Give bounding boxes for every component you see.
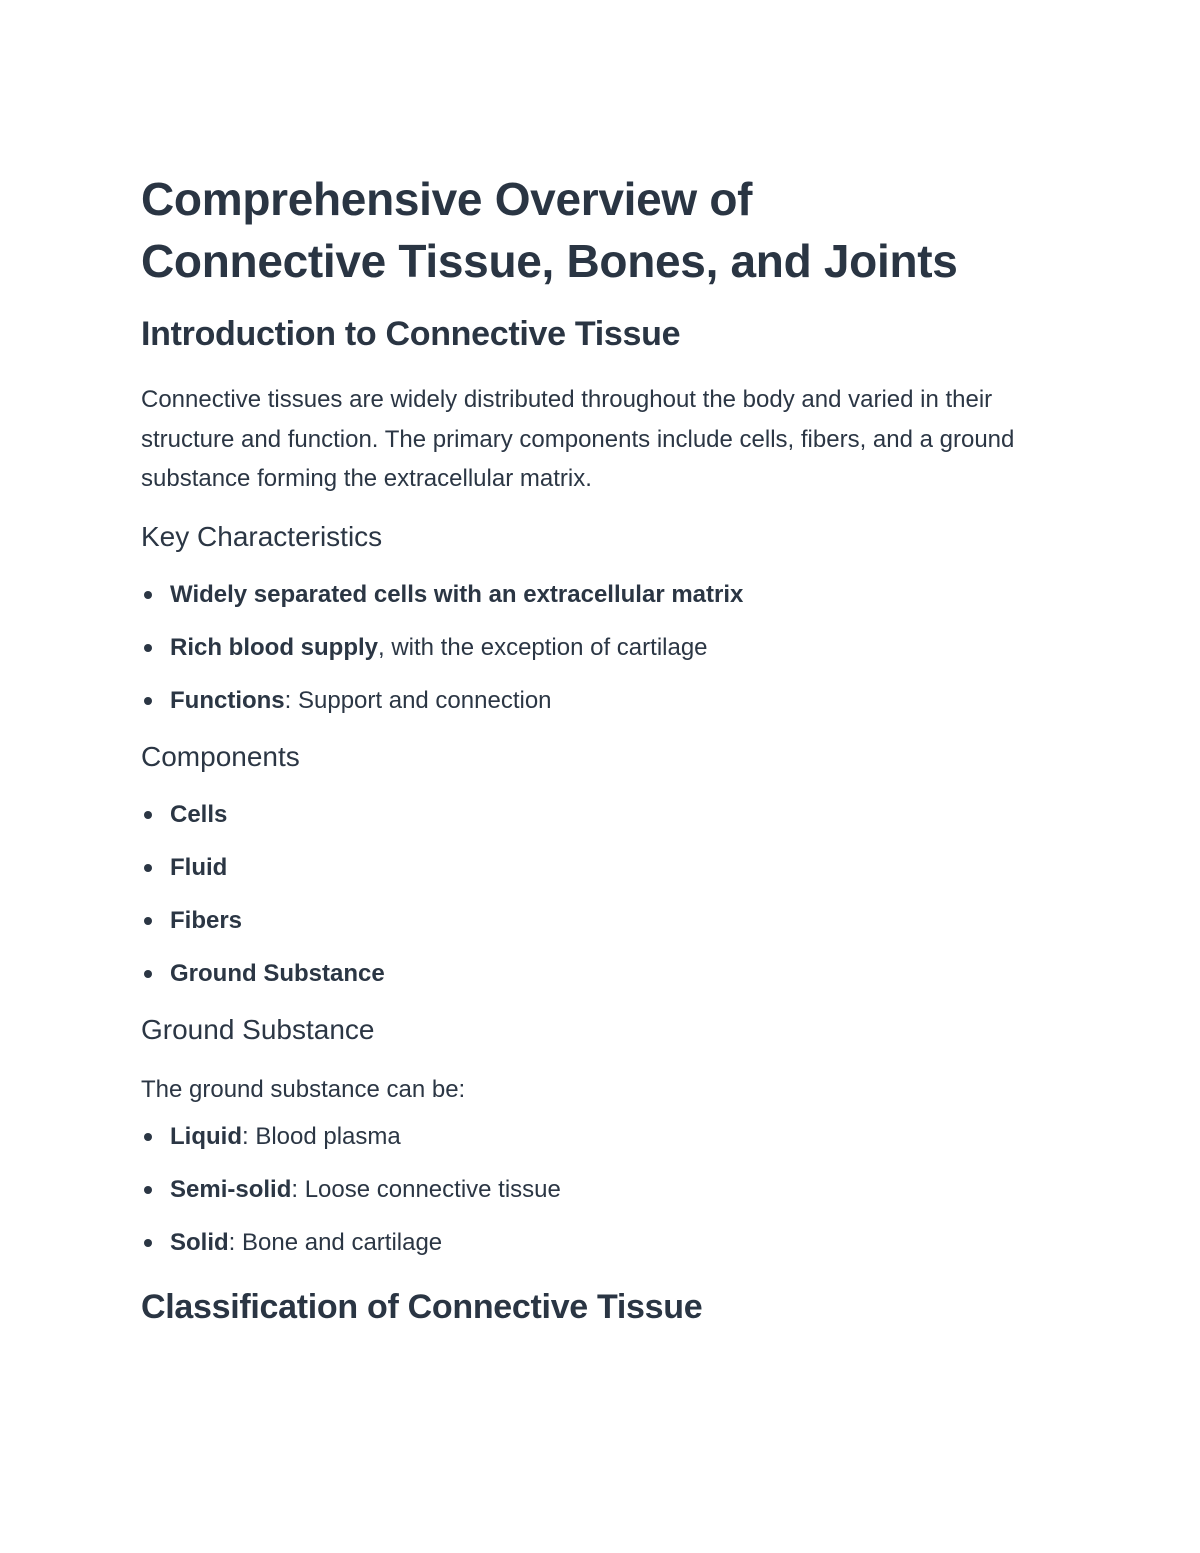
bullet-icon [144, 1186, 152, 1194]
list-item-term: Solid [170, 1229, 229, 1256]
list-item-term: Semi-solid [170, 1176, 292, 1203]
list-item-term: Cells [170, 800, 228, 828]
list-item [141, 905, 1061, 937]
intro-paragraph: Connective tissues are widely distributed throughout the body and varied in their structure and function. The primary components include cells, fibers, and a ground substance forming the extracellular matrix. [141, 386, 1015, 492]
list-item [141, 958, 1061, 990]
document-title-line-2: Connective Tissue, Bones, and Joints [141, 235, 958, 287]
list-item-term: Widely separated cells with an extracellular matrix [170, 580, 744, 608]
list-item [141, 579, 1061, 611]
ground-substance-intro: The ground substance can be: [141, 1075, 466, 1103]
list-item-text: : Support and connection [284, 686, 552, 714]
components-list [141, 799, 1061, 990]
list-item-term: Liquid [170, 1123, 242, 1150]
bullet-icon [144, 644, 152, 652]
document-title [141, 168, 1061, 292]
list-item-text: : Blood plasma [241, 1123, 401, 1150]
bullet-icon [144, 811, 152, 819]
list-item [141, 1227, 1061, 1259]
list-item-text: : Bone and cartilage [228, 1229, 443, 1256]
list-item-term: Ground Substance [170, 959, 385, 987]
list-item-term: Fibers [170, 906, 243, 934]
bullet-icon [144, 917, 152, 925]
document-page [141, 168, 1061, 1329]
list-item [141, 852, 1061, 884]
list-item [141, 1174, 1061, 1206]
bullet-icon [144, 864, 152, 872]
bullet-icon [144, 591, 152, 599]
list-item [141, 685, 1061, 717]
document-title-line-1: Comprehensive Overview of [141, 173, 753, 225]
bullet-icon [144, 1133, 152, 1141]
ground-substance-list [141, 1121, 1061, 1259]
list-item-term: Functions [170, 686, 285, 714]
bullet-icon [144, 697, 152, 705]
list-item-term: Fluid [170, 853, 228, 881]
list-item-text: , with the exception of cartilage [378, 633, 708, 661]
bullet-icon [144, 1239, 152, 1247]
key-characteristics-list [141, 579, 1061, 717]
subheading-ground-substance: Ground Substance [141, 1013, 375, 1045]
section-heading-classification: Classification of Connective Tissue [141, 1288, 703, 1326]
list-item-text: : Loose connective tissue [291, 1176, 561, 1203]
section-heading-introduction: Introduction to Connective Tissue [141, 315, 681, 353]
bullet-icon [144, 970, 152, 978]
subheading-key-characteristics: Key Characteristics [141, 520, 383, 552]
list-item [141, 799, 1061, 831]
list-item [141, 1121, 1061, 1153]
list-item-term: Rich blood supply [170, 633, 378, 661]
list-item [141, 632, 1061, 664]
subheading-components: Components [141, 740, 300, 772]
